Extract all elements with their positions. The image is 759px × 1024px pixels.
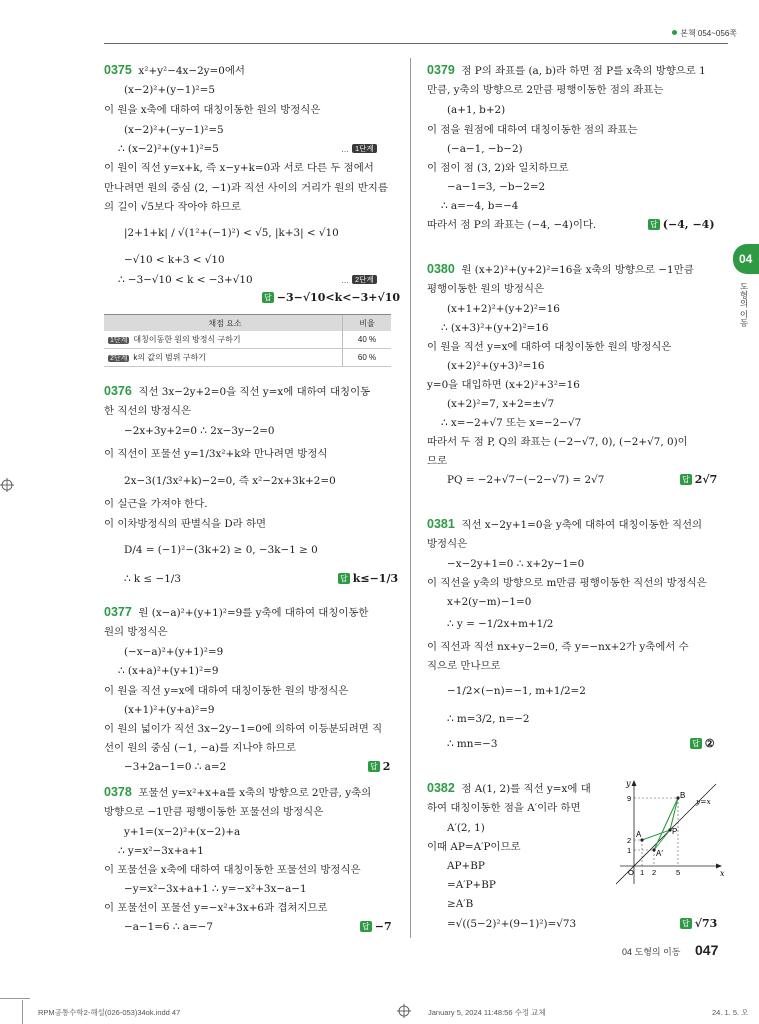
- line: −1/2×(−n)=−1, m+1/2=2: [447, 685, 586, 697]
- line: ∴ a=−4, b=−4: [441, 200, 519, 212]
- footer-file-info: RPM공통수학2-해설(026-053)34ok.indd 47: [38, 1008, 181, 1017]
- scoring-table: [104, 314, 391, 367]
- x-tick-label: 2: [652, 868, 657, 877]
- bullet-icon: [672, 30, 677, 35]
- line: 원의 방정식은: [104, 626, 168, 638]
- line: 만큼, y축의 방향으로 2만큼 평행이동한 점의 좌표는: [427, 84, 664, 96]
- line: =√((5−2)²+(9−1)²)=√73: [447, 918, 577, 930]
- x-tick-label: 5: [676, 868, 681, 877]
- line: 이 실근을 가져야 한다.: [104, 498, 208, 510]
- line: ∴ mn=−3: [447, 738, 498, 750]
- answer-mark-icon: 답: [650, 220, 658, 229]
- line: ∴ y = −1/2x+m+1/2: [447, 618, 554, 630]
- line: 직선 x−2y+1=0을 y축에 대하여 대칭이동한 직선의: [461, 519, 703, 531]
- answer-mark-icon: 답: [682, 919, 690, 928]
- point-A-prime-label: A′: [656, 849, 663, 858]
- line: 이 원을 직선 y=x에 대하여 대칭이동한 원의 방정식은: [427, 341, 672, 353]
- problem-number: 0380: [427, 262, 455, 276]
- page-header: [672, 28, 737, 39]
- line: −y=x²−3x+a+1 ∴ y=−x²+3x−a−1: [124, 883, 307, 895]
- line: x+2(y−m)−1=0: [447, 596, 532, 608]
- step-tag: 1단계: [110, 337, 128, 344]
- line: (−x−a)²+(y+1)²=9: [124, 646, 224, 658]
- line: (x−2)²+(−y−1)²=5: [124, 124, 224, 136]
- line: ∴ (x+a)²+(y+1)²=9: [118, 665, 219, 677]
- line: −3+2a−1=0 ∴ a=2: [124, 761, 227, 773]
- line: 이 원의 넓이가 직선 3x−2y−1=0에 의하여 이등분되려면 직: [104, 723, 383, 735]
- reflection-graph: [616, 778, 728, 886]
- line: 이 점을 원점에 대하여 대칭이동한 점의 좌표는: [427, 124, 638, 136]
- line: 점 P의 좌표를 (a, b)라 하면 점 P를 x축의 방향으로 1: [461, 65, 706, 77]
- y-axis-arrow-icon: [632, 780, 637, 786]
- line: =A′P+BP: [447, 879, 496, 891]
- y-tick-label: 1: [627, 846, 632, 855]
- line: 원 (x−a)²+(y+1)²=9를 y축에 대하여 대칭이동한: [138, 607, 369, 619]
- line: 원 (x+2)²+(y+2)²=16을 x축의 방향으로 −1만큼: [461, 264, 694, 276]
- line: 이 점이 점 (3, 2)와 일치하므로: [427, 162, 569, 174]
- step-tag: 1단계: [352, 144, 377, 153]
- line: (x+2)²=7, x+2=±√7: [447, 398, 555, 410]
- table-header: [104, 314, 391, 331]
- answer: 답 (−4, −4): [650, 218, 715, 231]
- line: 방정식은: [427, 538, 468, 550]
- line: 이 직선과 직선 nx+y−2=0, 즉 y=−nx+2가 y축에서 수: [427, 641, 689, 653]
- answer: 답 2√7: [682, 473, 718, 486]
- answer-mark-icon: 답: [340, 574, 348, 583]
- line: (x+2)²+(y+3)²=16: [447, 360, 545, 372]
- y-tick-label: 9: [627, 794, 632, 803]
- line: (x+1)²+(y+a)²=9: [124, 704, 215, 716]
- line: x²+y²−4x−2y=0에서: [138, 65, 245, 77]
- answer: 답 −3−√10<k<−3+√10: [264, 291, 401, 304]
- bottom-crop-mark: [0, 998, 30, 999]
- line: (−a−1, −b−2): [447, 143, 523, 155]
- line: ∴ y=x²−3x+a+1: [118, 845, 204, 857]
- header-rule: [104, 43, 728, 44]
- line: −a−1=3, −b−2=2: [447, 181, 546, 193]
- line: ∴ x=−2+√7 또는 x=−2−√7: [441, 417, 582, 429]
- answer: 답 k≤−1/3: [340, 572, 399, 585]
- table-cell: 60 %: [342, 349, 391, 366]
- x-tick-label: 1: [640, 868, 645, 877]
- line: 2x−3(1/3x²+k)−2=0, 즉 x²−2x+3k+2=0: [124, 475, 336, 487]
- line: 이 직선이 포물선 y=1/3x²+k와 만나려면 방정식: [104, 448, 328, 460]
- line: −a−1=6 ∴ a=−7: [124, 921, 213, 933]
- line: D/4 = (−1)²−(3k+2) ≥ 0, −3k−1 ≥ 0: [124, 544, 318, 556]
- problem-number: 0381: [427, 517, 455, 531]
- step-tag: 2단계: [110, 355, 128, 362]
- line: −√10 < k+3 < √10: [124, 254, 225, 266]
- answer-mark-icon: 답: [370, 762, 378, 771]
- page-reference: 본책 054~056쪽: [680, 29, 737, 38]
- line: ∴ k ≤ −1/3: [124, 573, 181, 585]
- origin-label: O: [628, 868, 634, 877]
- step-tag: 2단계: [352, 275, 377, 284]
- point-B-label: B: [680, 791, 686, 800]
- table-row: [104, 331, 391, 349]
- table-cell: k의 값의 범위 구하기: [133, 353, 206, 362]
- line: 이 원을 직선 y=x에 대하여 대칭이동한 원의 방정식은: [104, 685, 349, 697]
- line: 한 직선의 방정식은: [104, 405, 191, 417]
- line: 이때 AP=A′P이므로: [427, 841, 521, 853]
- chapter-tab[interactable]: 04: [733, 244, 759, 274]
- line: −2x+3y+2=0 ∴ 2x−3y−2=0: [124, 425, 275, 437]
- answer: 답 ②: [692, 737, 715, 750]
- line: ∴ (x+3)²+(y+2)²=16: [441, 322, 549, 334]
- footer-print-date: 24. 1. 5. 오: [712, 1008, 749, 1017]
- line: y+1=(x−2)²+(x−2)+a: [124, 826, 241, 838]
- line: 따라서 두 점 P, Q의 좌표는 (−2−√7, 0), (−2+√7, 0)이: [427, 436, 688, 448]
- y-tick-label: 2: [627, 836, 632, 845]
- line: 직선 3x−2y+2=0을 직선 y=x에 대하여 대칭이동: [138, 386, 371, 398]
- x-axis-arrow-icon: [716, 864, 722, 869]
- line-label: y=x: [696, 797, 711, 806]
- answer-mark-icon: 답: [682, 475, 690, 484]
- column-divider: [410, 58, 411, 938]
- line: 므로: [427, 455, 448, 467]
- table-row: [104, 349, 391, 367]
- problem-number: 0378: [104, 785, 132, 799]
- line: A′(2, 1): [447, 822, 485, 834]
- line: −x−2y+1=0 ∴ x+2y−1=0: [447, 558, 585, 570]
- problem-number: 0375: [104, 63, 132, 77]
- answer-mark-icon: 답: [692, 739, 700, 748]
- x-axis-label: x: [720, 869, 725, 878]
- table-header-cell: 비율: [342, 315, 391, 331]
- line: |2+1+k| / √(1²+(−1)²) < √5, |k+3| < √10: [124, 227, 339, 239]
- line: 직으로 만나므로: [427, 660, 501, 672]
- line: 점 A(1, 2)를 직선 y=x에 대: [461, 783, 591, 795]
- point-P-label: P: [672, 827, 678, 836]
- line: 만나려면 원의 중심 (2, −1)과 직선 사이의 거리가 원의 반지름: [104, 182, 388, 194]
- footer-page-number: 047: [695, 942, 719, 958]
- line: 이 원을 x축에 대하여 대칭이동한 원의 방정식은: [104, 104, 321, 116]
- chapter-side-title: 도형의 이동: [739, 282, 749, 327]
- line: 이 이차방정식의 판별식을 D라 하면: [104, 518, 267, 530]
- point-A-label: A: [636, 830, 642, 839]
- segment-A-prime-B: [654, 798, 678, 850]
- footer-date: January 5, 2024 11:48:56 수정 교체: [428, 1008, 546, 1017]
- registration-mark-icon: [0, 478, 14, 492]
- line: (x−2)²+(y−1)²=5: [124, 84, 215, 96]
- registration-mark-icon: [397, 1004, 411, 1018]
- line: 의 길이 √5보다 작아야 하므로: [104, 201, 241, 213]
- table-cell: 40 %: [342, 331, 391, 348]
- line: y=0을 대입하면 (x+2)²+3²=16: [427, 379, 580, 391]
- footer-chapter: 04 도형의 이동: [622, 947, 681, 957]
- line: (x+1+2)²+(y+2)²=16: [447, 303, 560, 315]
- table-cell: 대칭이동한 원의 방정식 구하기: [133, 335, 241, 344]
- bottom-crop-mark: [22, 1000, 23, 1024]
- line: ∴ (x−2)²+(y+1)²=5: [118, 143, 219, 155]
- line: 포물선 y=x²+x+a를 x축의 방향으로 2만큼, y축의: [138, 787, 372, 799]
- line: 이 포물선이 포물선 y=−x²+3x+6과 겹쳐지므로: [104, 902, 328, 914]
- line: 이 원이 직선 y=x+k, 즉 x−y+k=0과 서로 다른 두 점에서: [104, 162, 374, 174]
- answer: 답 2: [370, 760, 391, 773]
- line: ∴ −3−√10 < k < −3+√10: [118, 274, 253, 286]
- y-axis-label: y: [626, 779, 631, 788]
- answer: 답 √73: [682, 917, 718, 930]
- line: 평행이동한 원의 방정식은: [427, 283, 545, 295]
- answer-mark-icon: 답: [362, 922, 370, 931]
- line: 따라서 점 P의 좌표는 (−4, −4)이다.: [427, 219, 597, 231]
- line: ≥A′B: [447, 898, 474, 910]
- line: 이 직선을 y축의 방향으로 m만큼 평행이동한 직선의 방정식은: [427, 577, 707, 589]
- line: 선이 원의 중심 (−1, −a)를 지나야 하므로: [104, 742, 296, 754]
- line: 방향으로 −1만큼 평행이동한 포물선의 방정식은: [104, 806, 324, 818]
- problem-number: 0376: [104, 384, 132, 398]
- line: AP+BP: [447, 860, 485, 872]
- line: PQ = −2+√7−(−2−√7) = 2√7: [447, 474, 605, 486]
- line: (a+1, b+2): [447, 104, 506, 116]
- problem-number: 0382: [427, 781, 455, 795]
- answer-mark-icon: 답: [264, 293, 272, 302]
- line: ∴ m=3/2, n=−2: [447, 713, 530, 725]
- problem-number: 0379: [427, 63, 455, 77]
- table-header-cell: 채점 요소: [208, 318, 242, 328]
- problem-number: 0377: [104, 605, 132, 619]
- line: 하여 대칭이동한 점을 A′이라 하면: [427, 802, 581, 814]
- line: 이 포물선을 x축에 대하여 대칭이동한 포물선의 방정식은: [104, 864, 361, 876]
- answer: 답 −7: [362, 920, 392, 933]
